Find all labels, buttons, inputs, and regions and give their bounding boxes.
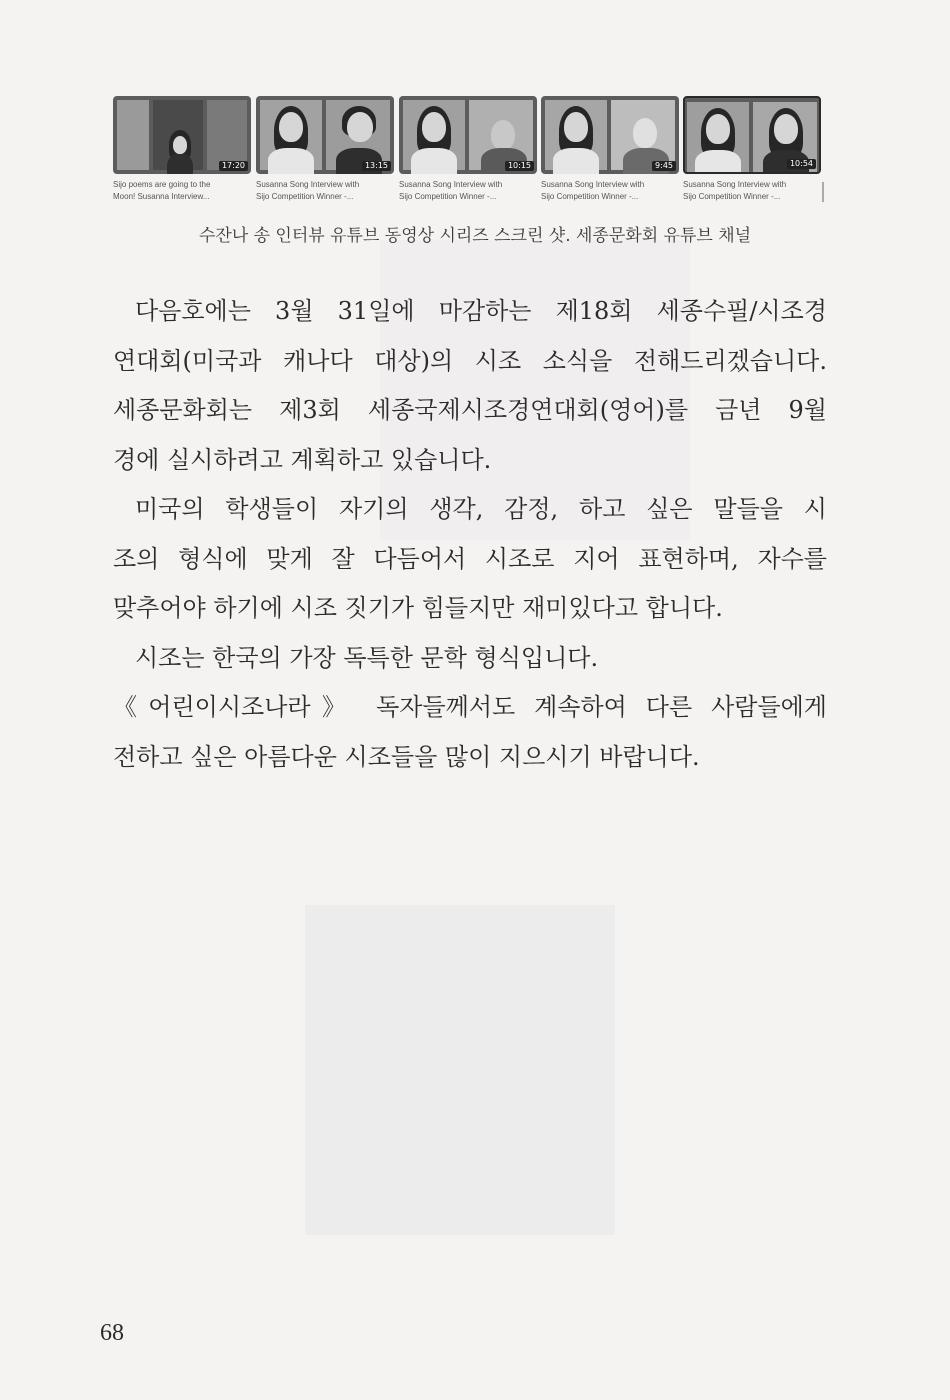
paragraph [113,497,827,646]
video-thumbnail[interactable] [683,96,821,203]
video-thumbnail-strip [113,96,825,208]
video-duration: 9:45 [652,161,676,171]
paragraph [113,643,827,696]
strip-edge-divider [822,182,824,202]
text-line: 맞추어야 하기에 시조 짓기가 힘들지만 재미있다고 합니다. [113,594,723,622]
video-title: Sijo Competition Winner -... [541,192,639,201]
paragraph [113,299,827,497]
video-title: Moon! Susanna Interview... [113,192,210,201]
video-title: Susanna Song Interview with [683,180,787,189]
thumbnail-image [683,96,821,174]
video-duration: 10:54 [787,159,816,169]
text-line: 시조는 한국의 가장 독특한 문학 형식입니다. [135,643,599,672]
text-line: 미국의 학생들이 자기의 생각, 감정, 하고 싶은 말들을 시 [135,495,827,523]
video-thumbnail[interactable] [399,96,537,203]
paragraph [113,695,827,794]
video-thumbnail[interactable] [541,96,679,203]
video-duration: 13:15 [362,161,391,171]
thumbnail-image [399,96,537,174]
text-line: 《어린이시조나라》 독자들께서도 계속하여 다른 사람들에게 [113,693,827,721]
video-title: Sijo Competition Winner -... [399,192,497,201]
text-line: 다음호에는 3월 31일에 마감하는 제18회 세종수필/시조경 [135,297,827,325]
video-duration: 17:20 [219,161,248,171]
video-thumbnail[interactable] [113,96,251,203]
video-thumbnail[interactable] [256,96,394,203]
thumbnail-image [541,96,679,174]
page-number: 68 [100,1320,124,1346]
bleed-through-area [305,905,615,1235]
video-title: Sijo Competition Winner -... [683,192,781,201]
thumbnail-image [256,96,394,174]
body-text [113,299,827,794]
video-duration: 10:15 [505,161,534,171]
text-line: 경에 실시하려고 계획하고 있습니다. [113,445,492,474]
video-title: Susanna Song Interview with [541,180,645,189]
text-line: 세종문화회는 제3회 세종국제시조경연대회(영어)를 금년 9월 [113,396,827,424]
video-title: Susanna Song Interview with [256,180,360,189]
text-line: 전하고 싶은 아름다운 시조들을 많이 지으시기 바랍니다. [113,742,700,771]
video-title: Sijo poems are going to the [113,180,211,189]
text-line: 연대회(미국과 캐나다 대상)의 시조 소식을 전해드리겠습니다. [113,346,827,375]
video-title: Susanna Song Interview with [399,180,503,189]
text-line: 조의 형식에 맞게 잘 다듬어서 시조로 지어 표현하며, 자수를 [113,544,827,573]
thumbnail-image [113,96,251,174]
image-caption: 수잔나 송 인터뷰 유튜브 동영상 시리즈 스크린 샷. 세종문화회 유튜브 채널 [198,226,752,246]
video-title: Sijo Competition Winner -... [256,192,354,201]
